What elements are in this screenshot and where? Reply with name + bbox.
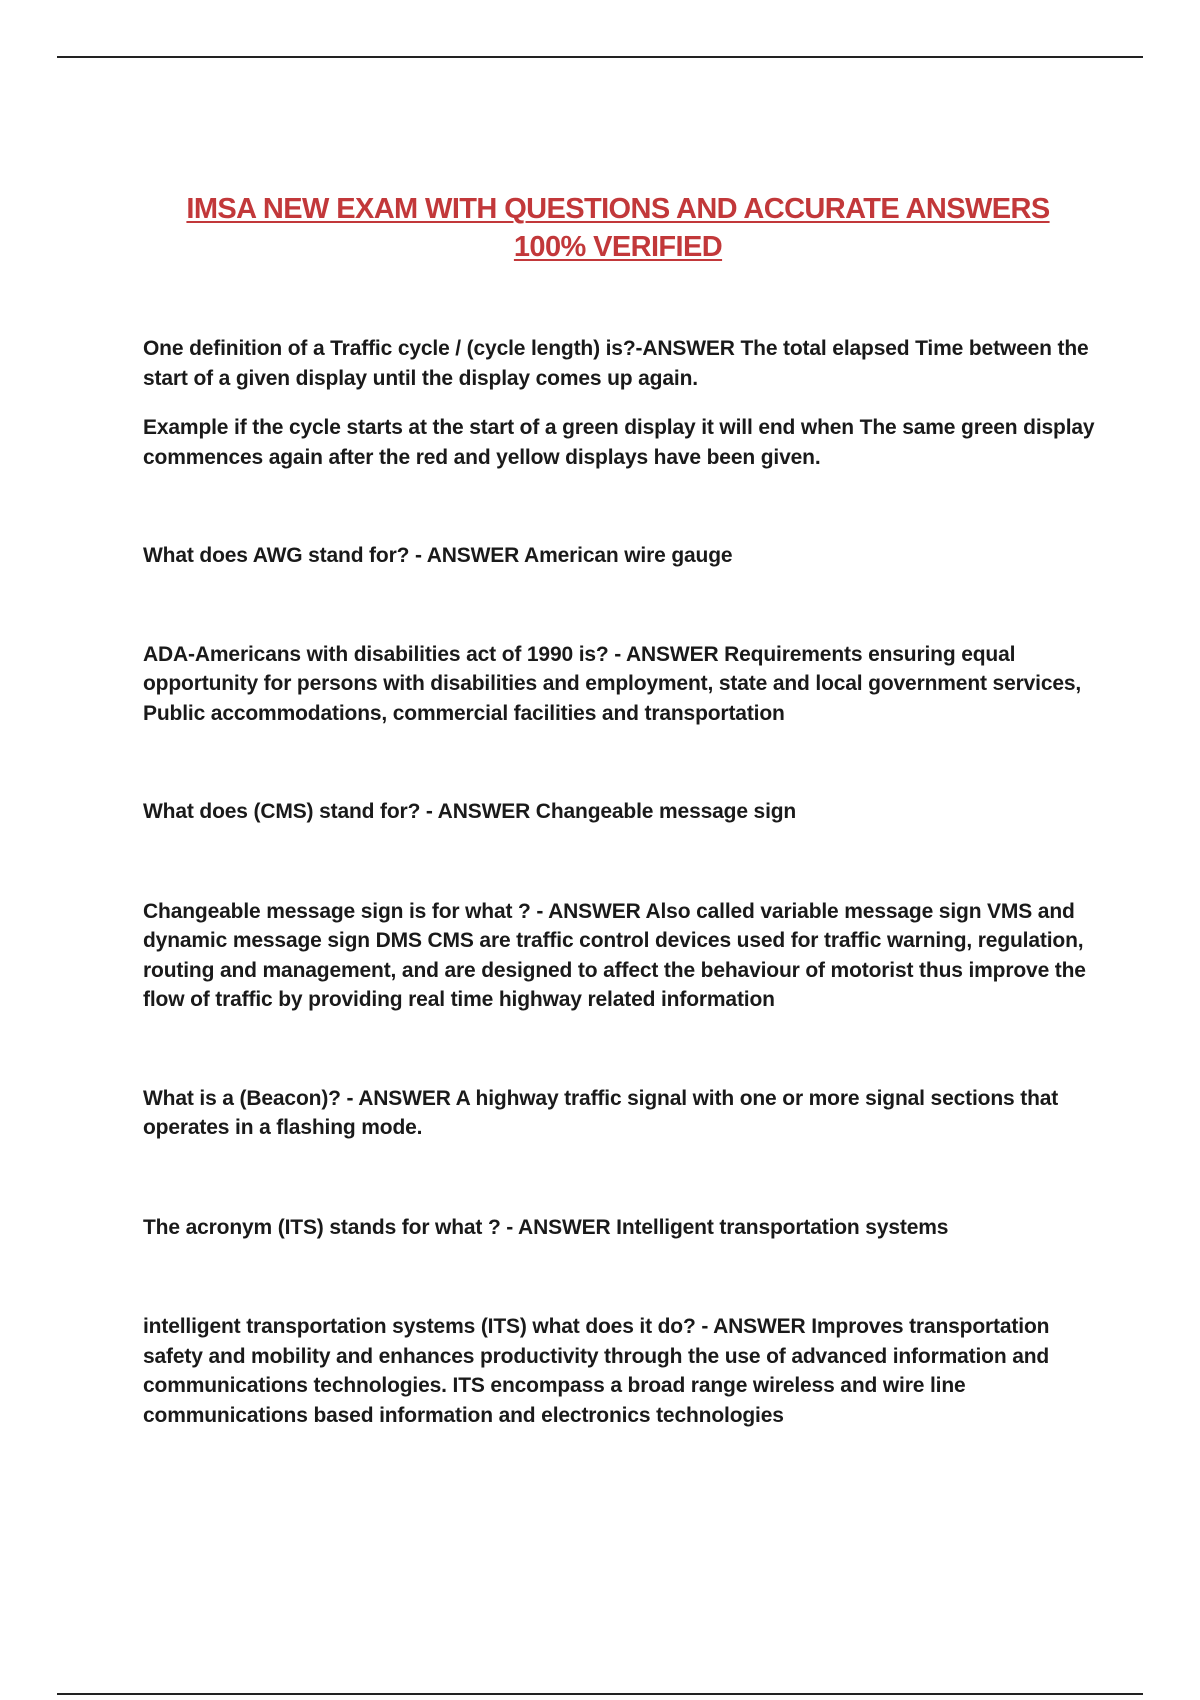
title-line-1: IMSA NEW EXAM WITH QUESTIONS AND ACCURATE ANSWERS xyxy=(186,193,1050,225)
qa-entry-cms: What does (CMS) stand for? - ANSWER Changeable message sign xyxy=(143,800,797,823)
qa-entry-cycle-example: Example if the cycle starts at the start of a green display it will end when The same green display commences again after the red and yellow displays have been given. xyxy=(143,416,1095,469)
footer-rule xyxy=(57,1693,1143,1695)
qa-entry-beacon: What is a (Beacon)? - ANSWER A highway traffic signal with one or more signal sections that operates in a flashing mode. xyxy=(143,1086,1059,1139)
qa-entry-awg: What does AWG stand for? - ANSWER American wire gauge xyxy=(143,544,733,567)
qa-entry-its-function: intelligent transportation systems (ITS) what does it do? - ANSWER Improves transportation safety and mobility and enhances productivity through the use of advanced information and communications technologies. ITS encompass a broad range wireless and wire line communications based information and electronics technologies xyxy=(143,1315,1050,1427)
document-title xyxy=(0,190,1200,266)
title-line-2: 100% VERIFIED xyxy=(513,231,723,263)
qa-content xyxy=(143,334,1103,1430)
qa-entry-cycle-definition: One definition of a Traffic cycle / (cycle length) is?-ANSWER The total elapsed Time between the start of a given display until the display comes up again. xyxy=(143,337,1089,390)
header-rule xyxy=(57,56,1143,58)
qa-entry-cms-purpose: Changeable message sign is for what ? - ANSWER Also called variable message sign VMS and dynamic message sign DMS CMS are traffic control devices used for traffic warning, regulation, routing and management, and are designed to affect the behaviour of motorist thus improve the flow of traffic by providing real time highway related information xyxy=(143,899,1086,1011)
qa-entry-ada: ADA-Americans with disabilities act of 1990 is? - ANSWER Requirements ensuring equal opportunity for persons with disabilities and employment, state and local government services, Public accommodations, commercial facilities and transportation xyxy=(143,642,1082,725)
qa-entry-its-acronym: The acronym (ITS) stands for what ? - ANSWER Intelligent transportation systems xyxy=(143,1215,949,1239)
